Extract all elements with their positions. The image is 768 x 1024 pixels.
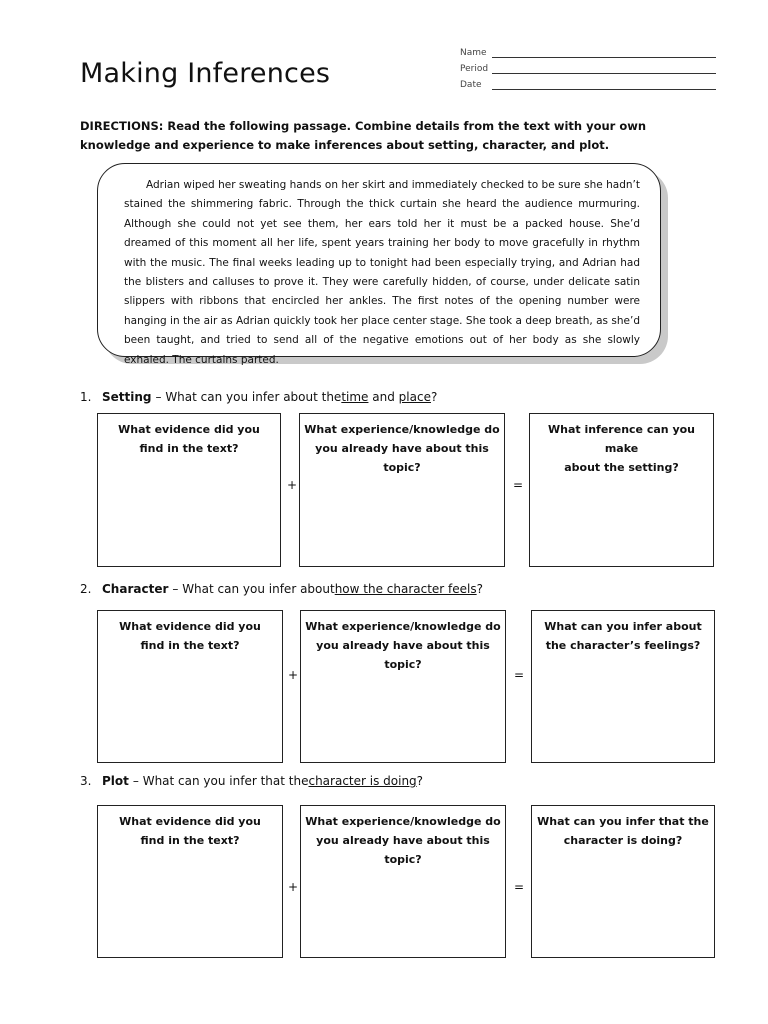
question-number: 3. [80,774,92,788]
period-line[interactable] [492,63,716,74]
box-heading-line: What evidence did you [118,423,260,436]
date-line[interactable] [492,79,716,90]
plus-sign: + [288,880,299,894]
plus-sign: + [288,668,299,682]
question-label: Setting [102,390,152,404]
equals-sign: = [514,668,525,682]
question-joiner: and [368,390,399,404]
date-label: Date [460,80,482,90]
box-heading-line: you already have about this topic? [315,442,489,474]
name-field[interactable] [460,42,716,58]
box-heading-line: What experience/knowledge do [305,620,501,633]
date-field[interactable] [460,74,716,90]
underlined-term: how the character feels [334,582,477,596]
question-end: ? [476,582,483,596]
inference-box-character[interactable] [531,610,715,763]
evidence-box-character[interactable] [97,610,283,763]
box-heading-line: What experience/knowledge do [304,423,500,436]
question-number: 1. [80,390,92,404]
question-number: 2. [80,582,92,596]
plus-sign: + [287,478,298,492]
equals-sign: = [514,880,525,894]
underlined-term: time [341,390,369,404]
question-character [80,582,483,596]
directions-text: DIRECTIONS: Read the following passage. Combine details from the text with your own knowledge and experience to make inferences about setting, character, and plot. [80,119,647,152]
question-plot [80,774,423,788]
page-title: Making Inferences [80,58,331,89]
box-heading-line: What evidence did you [119,815,261,828]
inference-box-setting[interactable] [529,413,714,567]
question-label: Plot [102,774,129,788]
box-heading-line: find in the text? [139,442,239,455]
box-heading-line: find in the text? [140,639,240,652]
evidence-box-plot[interactable] [97,805,283,958]
knowledge-box-character[interactable] [300,610,506,763]
name-line[interactable] [492,47,716,58]
question-setting [80,390,437,404]
passage-box: Adrian wiped her sweating hands on her skirt and immediately checked to be sure she hadn’t stained the shimmering fabric. Through the thick curtain she heard the audience murmuring. Although she could not yet see them, her ears told her it must be a packed house. She’d dreamed of this moment all her life, spent years training her body to move gracefully in rhythm with the music. The final weeks leading up to tonight had been especially trying, and Adrian had the blisters and calluses to prove it. They were carefully hidden, of course, under delicate satin slippers with ribbons that encircled her ankles. The first notes of the opening number were hanging in the air as Adrian quickly took her place center stage. She took a deep breath, as she’d been taught, and tried to send all of the negative emotions out of her body as she slowly exhaled. The curtains parted. [97,163,661,357]
question-end: ? [430,390,438,404]
underlined-term: place [398,390,431,404]
underlined-term: character is doing [308,774,417,788]
evidence-box-setting[interactable] [97,413,281,567]
box-heading-line: you already have about this topic? [316,639,490,671]
knowledge-box-setting[interactable] [299,413,505,567]
box-heading-line: What can you infer about [544,620,702,633]
question-label: Character [102,582,169,596]
box-heading-line: character is doing? [563,834,683,847]
box-heading-line: the character’s feelings? [545,639,701,652]
box-heading-line: What evidence did you [119,620,261,633]
box-heading-line: you already have about this topic? [316,834,490,866]
box-heading-line: about the setting? [564,461,679,474]
period-label: Period [460,64,489,74]
box-heading-line: What experience/knowledge do [305,815,501,828]
name-label: Name [460,48,487,58]
question-end: ? [416,774,424,788]
question-prompt: – What can you infer that the [132,774,309,788]
inference-box-plot[interactable] [531,805,715,958]
question-prompt: – What can you infer about the [155,390,342,404]
period-field[interactable] [460,58,716,74]
box-heading-line: What inference can you make [547,423,695,455]
question-prompt: – What can you infer about [172,582,335,596]
knowledge-box-plot[interactable] [300,805,506,958]
box-heading-line: What can you infer that the [537,815,709,828]
box-heading-line: find in the text? [140,834,240,847]
equals-sign: = [513,478,524,492]
